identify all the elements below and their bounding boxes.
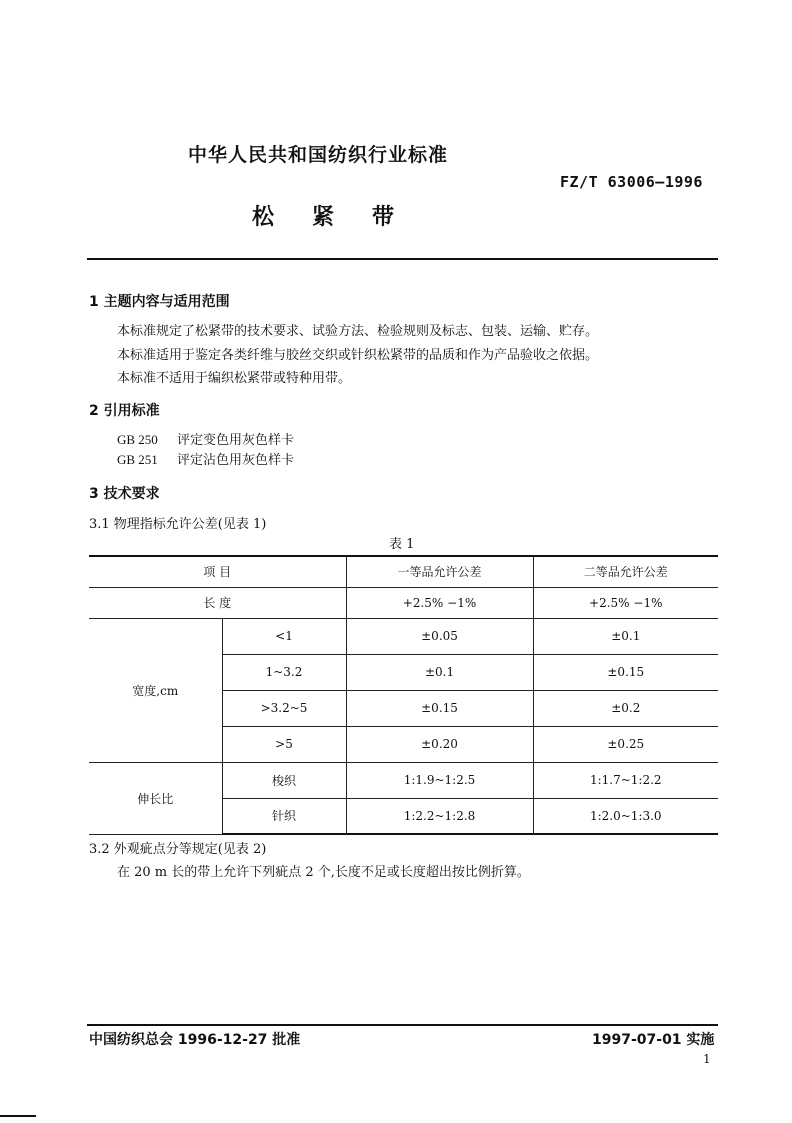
page-number: 1 <box>703 1052 711 1066</box>
cell-grade2: ±0.2 <box>533 690 718 726</box>
cell-fabric-type: 梭织 <box>222 762 346 798</box>
reference-title: 评定沾色用灰色样卡 <box>177 453 295 468</box>
cell-grade2: ±0.15 <box>533 654 718 690</box>
reference-item <box>117 429 294 448</box>
cell-grade1: ±0.15 <box>346 690 533 726</box>
width-label: 宽度,cm <box>89 618 222 762</box>
cell-width-range: >3.2~5 <box>222 690 346 726</box>
elongation-label: 伸长比 <box>89 762 222 834</box>
section-1-heading: 1 主题内容与适用范围 <box>89 294 230 310</box>
effective-date-line: 1997-07-01 实施 <box>592 1032 715 1048</box>
header-grade1: 一等品允许公差 <box>346 556 533 587</box>
length-label: 长 度 <box>89 587 346 618</box>
cell-width-range: 1~3.2 <box>222 654 346 690</box>
table-row <box>89 762 718 798</box>
cell-fabric-type: 针织 <box>222 798 346 834</box>
section-1-paragraph: 本标准规定了松紧带的技术要求、试验方法、检验规则及标志、包装、运输、贮存。 <box>117 324 599 339</box>
page-corner-mark <box>0 1115 36 1117</box>
reference-code: GB 251 <box>117 452 158 467</box>
table-header-row <box>89 556 718 587</box>
header-item: 项 目 <box>89 556 346 587</box>
cell-grade1: ±0.20 <box>346 726 533 762</box>
tolerance-table <box>89 555 718 835</box>
header-grade2: 二等品允许公差 <box>533 556 718 587</box>
reference-item <box>117 449 294 468</box>
table-row <box>89 587 718 618</box>
cell-width-range: <1 <box>222 618 346 654</box>
cell-width-range: >5 <box>222 726 346 762</box>
subsection-3-2-heading: 3.2 外观疵点分等规定(见表 2) <box>89 842 267 857</box>
subsection-3-1-heading: 3.1 物理指标允许公差(见表 1) <box>89 517 267 532</box>
cell-grade2: ±0.1 <box>533 618 718 654</box>
standard-code: FZ/T 63006—1996 <box>560 173 703 191</box>
cell-grade1: ±0.05 <box>346 618 533 654</box>
section-1-paragraph: 本标准适用于鉴定各类纤维与胶丝交织或针织松紧带的品质和作为产品验收之依据。 <box>117 348 599 363</box>
cell-grade1: 1:1.9~1:2.5 <box>346 762 533 798</box>
approval-line: 中国纺织总会 1996-12-27 批准 <box>89 1032 301 1048</box>
issuer-title: 中华人民共和国纺织行业标准 <box>188 144 449 166</box>
section-3-heading: 3 技术要求 <box>89 486 160 502</box>
section-1-paragraph: 本标准不适用于编织松紧带或特种用带。 <box>117 371 352 386</box>
reference-title: 评定变色用灰色样卡 <box>177 433 295 448</box>
cell-grade1: 1:2.2~1:2.8 <box>346 798 533 834</box>
table-row <box>89 618 718 654</box>
cell-grade2: 1:2.0~1:3.0 <box>533 798 718 834</box>
cell-grade2: +2.5% −1% <box>533 587 718 618</box>
table-caption: 表 1 <box>389 537 415 552</box>
section-2-heading: 2 引用标准 <box>89 403 160 419</box>
header-rule <box>87 258 718 260</box>
subsection-3-2-paragraph: 在 20 m 长的带上允许下列疵点 2 个,长度不足或长度超出按比例折算。 <box>117 865 530 880</box>
cell-grade1: +2.5% −1% <box>346 587 533 618</box>
reference-code: GB 250 <box>117 432 158 447</box>
document-title: 松紧带 <box>252 205 433 230</box>
footer-rule <box>87 1024 718 1026</box>
cell-grade2: 1:1.7~1:2.2 <box>533 762 718 798</box>
cell-grade2: ±0.25 <box>533 726 718 762</box>
cell-grade1: ±0.1 <box>346 654 533 690</box>
